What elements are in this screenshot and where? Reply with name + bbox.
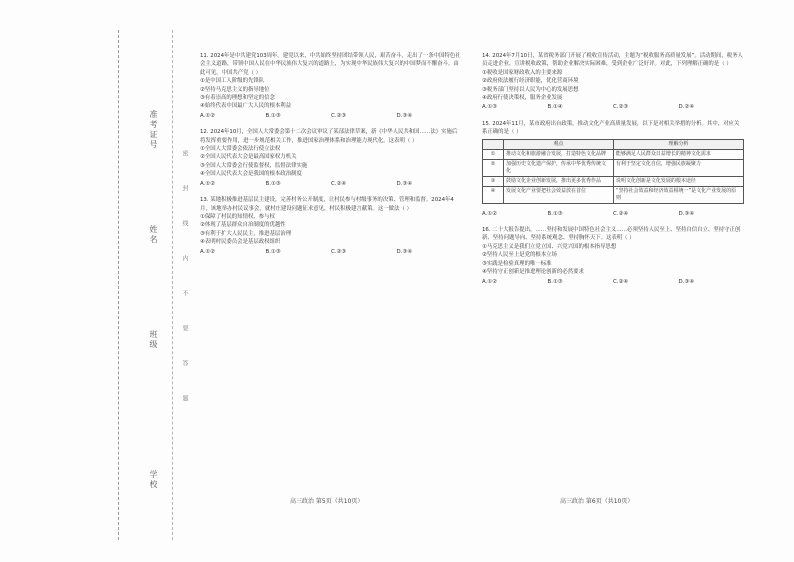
choice-c: C.②③	[331, 248, 347, 255]
question-12-option: ④全国人民代表大会是我国的根本政治制度	[200, 171, 302, 178]
table-cell: 鼓励文化企业创新发展，推出更多优秀作品	[504, 176, 614, 186]
choice-d: D.③④	[678, 278, 695, 285]
binding-line-inner	[172, 30, 174, 540]
seal-char: 答	[181, 360, 188, 366]
question-11-choices	[200, 112, 462, 120]
question-13-option: ②体现了基层群众自治制度的优越性	[200, 222, 286, 229]
school-label: 学校	[149, 470, 158, 490]
question-14-option: ②政府依法履行经济职能，优化营商环境	[482, 78, 579, 85]
question-12-option: ②全国人民代表大会是最高国家权力机关	[200, 154, 297, 161]
exam-no-label: 准考证号	[149, 110, 158, 150]
question-15-stem: 15. 2024年11月，某市政府出台政策，推动文化产业高质量发展，以下是对相关举措的分析。其中，对应关系正确的是（ ）	[482, 120, 740, 136]
choice-b: B.①③	[265, 180, 281, 187]
question-13-choices	[200, 248, 462, 256]
question-16-stem: 16. 二十大报告提出，……坚持和发展中国特色社会主义……必须坚持人民至上、坚持自信自立、坚持守正创新、坚持问题导向、坚持系统观念、坚持胸怀天下。这表明（ ）	[482, 227, 741, 242]
class-label: 班级	[149, 330, 158, 350]
table-cell: ④	[483, 186, 504, 203]
seal-char: 封	[181, 185, 188, 191]
choice-a: A.①③	[482, 104, 497, 111]
question-13-stem: 13. 某地积极推进基层民主建设，完善村务公开制度，让村民参与村级事务的决策、管理和监督。2024年4月，该地举办村民议事会，就村庄建设问题征求意见，村民积极建言献策。这一做法（ ）	[200, 197, 454, 212]
question-13-option: ③有利于扩大人民民主，推进基层治理	[200, 230, 292, 237]
table-row	[483, 149, 744, 159]
question-14-option: ①税收是国家财政收入的主要来源	[482, 69, 563, 76]
table-header-row	[483, 139, 744, 149]
question-14-choices	[482, 103, 744, 111]
choice-b: B.①③	[547, 278, 563, 285]
question-13-option: ①保障了村民的知情权、参与权	[200, 213, 275, 220]
seal-char: 不	[181, 290, 188, 296]
question-16-option: ①马克思主义是我们立党立国、兴党兴国的根本指导思想	[482, 243, 617, 250]
question-14-option: ④政府行使决策权，服务企业发展	[482, 95, 563, 102]
choice-c: C.②③	[613, 104, 629, 111]
question-15-table	[482, 139, 744, 204]
question-16-option: ④坚持守正创新是推进理论创新的必然要求	[482, 269, 584, 276]
choice-b: B.①④	[547, 104, 563, 111]
left-page-footer: 高三政治 第5页（共10页）	[290, 498, 364, 505]
choice-b: B.①③	[265, 112, 281, 119]
name-label: 姓名	[149, 225, 158, 245]
question-16-choices	[482, 278, 744, 286]
choice-a: A.①②	[200, 180, 215, 187]
table-cell: 发展文化产业要把社会效益放在首位	[504, 186, 614, 203]
table-cell: 推动文化和旅游融合发展，打造特色文化品牌	[504, 149, 614, 159]
right-column	[482, 52, 744, 294]
table-cell: ②	[483, 159, 504, 176]
question-11-option: ②坚持马克思主义的指导地位	[200, 86, 270, 93]
table-cell: 能够满足人民群众日益增长的精神文化需求	[613, 149, 743, 159]
question-16-option: ②坚持人民至上是党的根本立场	[482, 252, 557, 259]
seal-char: 密	[181, 150, 188, 156]
table-cell: ③	[483, 176, 504, 186]
table-cell: “坚持社会效益和经济效益相统一”是文化产业发展的原则	[613, 186, 743, 203]
question-16-option: ③实践是检验真理的唯一标准	[482, 260, 552, 267]
table-header: 观点	[504, 139, 614, 149]
binding-line	[118, 30, 120, 540]
seal-char: 内	[181, 255, 188, 261]
question-14-stem: 14. 2024年7月10日，某省税务部门开展了税收宣传活动，主题为“税收服务高质量发展”。活动期间，税务人员走进企业，宣讲税收政策，帮助企业解决实际困难，受到企业广泛好评。对此，下列理解正确的是（ ）	[482, 53, 743, 68]
question-12-option: ③全国人大常委会行使监督权，监督法律实施	[200, 162, 308, 169]
choice-b: B.①③	[265, 248, 281, 255]
question-12-choices	[200, 180, 462, 188]
table-row	[483, 186, 744, 203]
choice-a: A.①②	[200, 248, 215, 255]
choice-d: D.③④	[396, 112, 413, 119]
table-row	[483, 176, 744, 186]
question-14-option: ③税务部门坚持以人民为中心的发展思想	[482, 86, 579, 93]
question-11-option: ④始终代表中国最广大人民的根本利益	[200, 103, 292, 110]
right-page-footer: 高三政治 第6页（共10页）	[560, 498, 634, 505]
choice-a: A.①②	[200, 112, 215, 119]
question-11-stem: 11. 2024年是中共建党103周年。建党以来，中共始终坚持团结带领人民，艰苦奋斗，走出了一条中国特色社会主义道路，带领中国人民在中华民族伟大复兴的道路上，为实现中华民族伟大复兴的中国梦而不懈奋斗。由此可见，中国共产党（ ）	[200, 53, 461, 76]
choice-a: A.①②	[482, 210, 497, 217]
table-cell: ①	[483, 149, 504, 159]
choice-a: A.①②	[482, 278, 497, 285]
question-11-option: ③有着崇高的理想和坚定的信念	[200, 95, 275, 102]
table-header: 理解分析	[613, 139, 743, 149]
choice-d: D.③④	[396, 180, 413, 187]
table-cell: 说明文化创新是文化发展的根本途径	[613, 176, 743, 186]
choice-c: C.②④	[331, 180, 347, 187]
choice-c: C.②④	[613, 278, 629, 285]
choice-d: D.③④	[678, 210, 695, 217]
table-cell: 加强历史文化遗产保护，传承中华优秀传统文化	[504, 159, 614, 176]
question-11-option: ①是中国工人阶级的先锋队	[200, 78, 265, 85]
question-13-option: ④表明村民委员会是基层政权组织	[200, 239, 281, 246]
choice-c: C.②④	[613, 210, 629, 217]
seal-char: 题	[181, 395, 188, 401]
choice-d: D.③④	[396, 248, 413, 255]
table-header	[483, 139, 504, 149]
table-cell: 有利于坚定文化自信，增强民族凝聚力	[613, 159, 743, 176]
choice-b: B.①③	[547, 210, 563, 217]
seal-char: 要	[181, 325, 188, 331]
left-column	[200, 52, 462, 264]
seal-char: 线	[181, 220, 188, 226]
question-12-stem: 12. 2024年10月，全国人大常委会第十二次会议审议了某部法律草案，新《中华人民共和国……法》实施后将发挥重要作用，进一步规范相关工作，推进国家治理体系和治理能力现代化。这表明（ ）	[200, 129, 458, 144]
question-15-choices	[482, 210, 744, 218]
choice-c: C.②③	[331, 112, 347, 119]
table-row	[483, 159, 744, 176]
choice-d: D.②④	[678, 104, 695, 111]
question-12-option: ①全国人大常委会依法行使立法权	[200, 146, 281, 153]
